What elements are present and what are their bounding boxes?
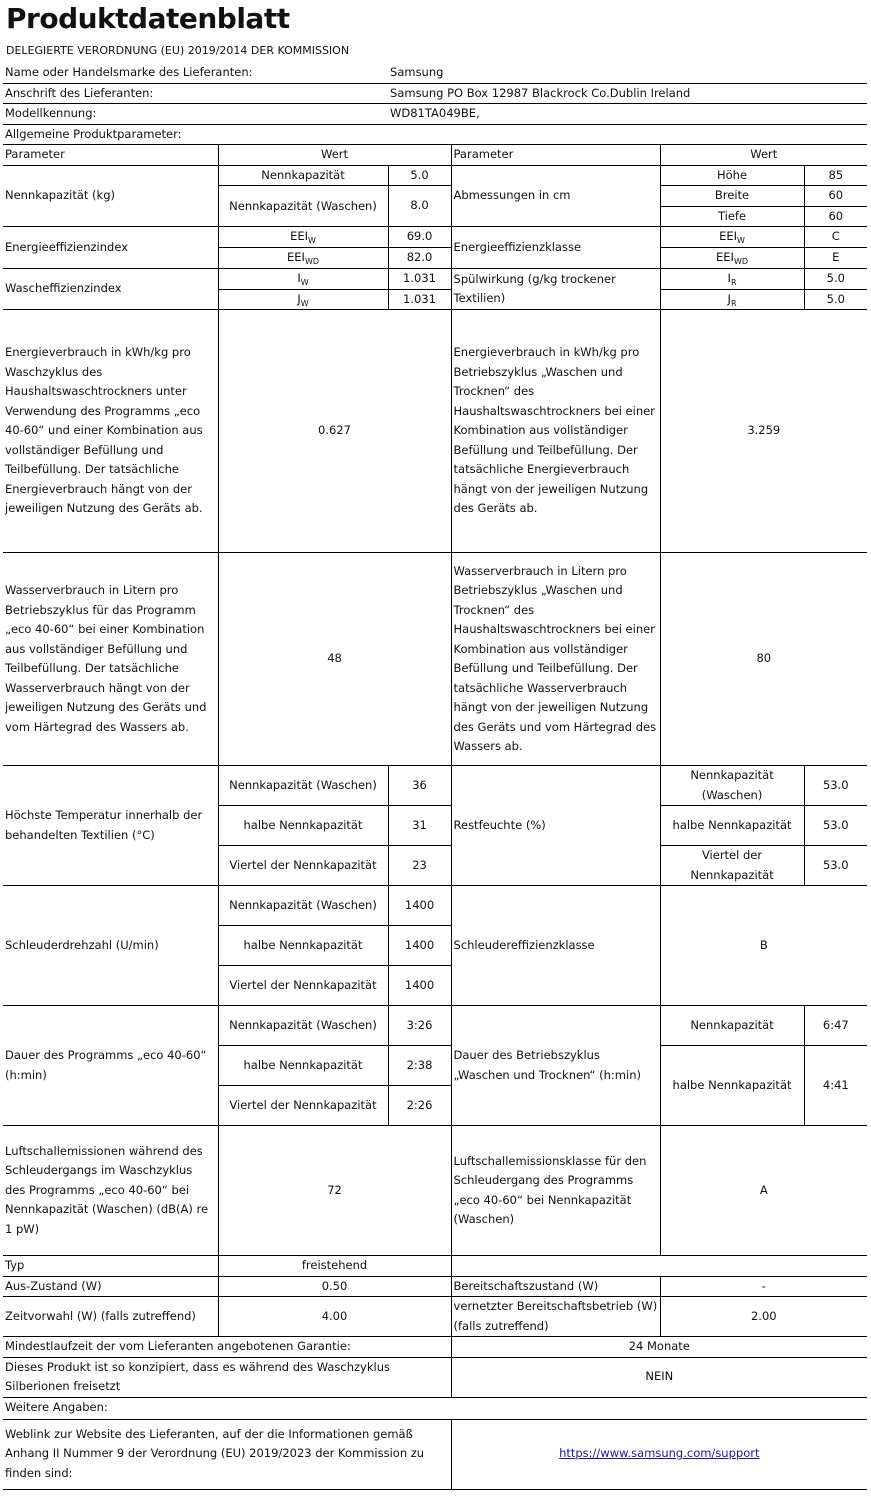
networked-standby-value: 2.00	[660, 1297, 867, 1337]
eeiwd-class-value: E	[804, 248, 867, 269]
model-label: Modellkennung:	[3, 104, 388, 125]
type-label: Typ	[3, 1256, 218, 1277]
warranty-label: Mindestlaufzeit der vom Lieferanten angebotenen Garantie:	[3, 1337, 451, 1358]
header-value: Wert	[218, 145, 451, 166]
temp-quarter-value: 23	[388, 846, 451, 886]
moist-half-label: halbe Nennkapazität	[660, 806, 804, 846]
supplier-name-value: Samsung	[388, 63, 867, 83]
standby-value: -	[660, 1276, 867, 1297]
header-parameter-right: Parameter	[451, 145, 660, 166]
duration-label: Dauer des Programms „eco 40-60“ (h:min)	[3, 1006, 218, 1126]
energy-left-value: 0.627	[218, 310, 451, 553]
spin-label: Schleuderdrehzahl (U/min)	[3, 886, 218, 1006]
weblink-label: Weblink zur Website des Lieferanten, auf der die Informationen gemäß Anhang II Nummer 9 der Verordnung (EU) 2019/2023 der Kommission zu finden sind:	[3, 1419, 451, 1489]
rinse-label: Spülwirkung (g/kg trockener Textilien)	[451, 269, 660, 310]
ir-symbol: $I_R$	[660, 269, 804, 290]
eeiwd-class-symbol: $EEI_{WD}$	[660, 248, 804, 269]
spin-quarter-label: Viertel der Nennkapazität	[218, 966, 388, 1006]
dur-half-value: 2:38	[388, 1046, 451, 1086]
capacity-val2: 8.0	[388, 186, 451, 227]
spin-class-label: Schleudereffizienzklasse	[451, 886, 660, 1006]
water-left-label: Wasserverbrauch in Litern pro Betriebszyklus für das Programm „eco 40-60“ bei einer Kombination aus vollständiger Befüllung und Teilbefüllung. Der tatsächliche Wasserverbrauch hängt von der jeweiligen Nutzung des Geräts und vom Härtegrad des Wassers ab.	[3, 553, 218, 766]
dur-half-label: halbe Nennkapazität	[218, 1046, 388, 1086]
depth-label: Tiefe	[660, 206, 804, 227]
model-value: WD81TA049BE,	[388, 104, 867, 125]
spin-quarter-value: 1400	[388, 966, 451, 1006]
cycle-half-label: halbe Nennkapazität	[660, 1046, 804, 1126]
energy-left-label: Energieverbrauch in kWh/kg pro Waschzyklus des Haushaltswaschtrockners unter Verwendung des Programms „eco 40-60“ und einer Kombination aus vollständiger Befüllung und Teilbefüllung. Der tatsächliche Energieverbrauch hängt von der jeweiligen Nutzung des Geräts ab.	[3, 310, 218, 553]
warranty-value: 24 Monate	[451, 1337, 867, 1358]
delay-start-label: Zeitvorwahl (W) (falls zutreffend)	[3, 1297, 218, 1337]
standby-label: Bereitschaftszustand (W)	[451, 1276, 660, 1297]
temp-rated-label: Nennkapazität (Waschen)	[218, 766, 388, 806]
capacity-label: Nennkapazität (kg)	[3, 165, 218, 227]
dimensions-label: Abmessungen in cm	[451, 165, 660, 227]
eei-class-label: Energieeffizienzklasse	[451, 227, 660, 269]
dur-rated-label: Nennkapazität (Waschen)	[218, 1006, 388, 1046]
eeiwd-symbol: $EEI_{WD}$	[218, 248, 388, 269]
width-label: Breite	[660, 186, 804, 207]
temp-rated-value: 36	[388, 766, 451, 806]
header-parameter: Parameter	[3, 145, 218, 166]
header-value-right: Wert	[660, 145, 867, 166]
spin-half-value: 1400	[388, 926, 451, 966]
product-data-table	[3, 63, 867, 1490]
moist-rated-value: 53.0	[804, 766, 867, 806]
ir-value: 5.0	[804, 269, 867, 290]
general-params-label: Allgemeine Produktparameter:	[3, 124, 867, 145]
weblink-cell	[451, 1419, 867, 1489]
noise-label: Luftschallemissionen während des Schleudergangs im Waschzyklus des Programms „eco 40-60“ bei Nennkapazität (Waschen) (dB(A) re 1 pW)	[3, 1126, 218, 1256]
capacity-sub1: Nennkapazität	[218, 165, 388, 186]
iw-symbol: $I_W$	[218, 269, 388, 290]
jw-symbol: $J_W$	[218, 289, 388, 310]
off-mode-value: 0.50	[218, 1276, 451, 1297]
silver-ions-label: Dieses Produkt ist so konzipiert, dass es während des Waschzyklus Silberionen freisetzt	[3, 1357, 451, 1397]
depth-value: 60	[804, 206, 867, 227]
wash-eff-label: Wascheffizienzindex	[3, 269, 218, 310]
cycle-duration-label: Dauer des Betriebszyklus „Waschen und Trocknen“ (h:min)	[451, 1006, 660, 1126]
spin-class-value: B	[660, 886, 867, 1006]
page-title: Produktdatenblatt	[6, 2, 290, 35]
height-label: Höhe	[660, 165, 804, 186]
moisture-label: Restfeuchte (%)	[451, 766, 660, 886]
water-left-value: 48	[218, 553, 451, 766]
eeiw-value: 69.0	[388, 227, 451, 248]
cycle-rated-label: Nennkapazität	[660, 1006, 804, 1046]
energy-right-label: Energieverbrauch in kWh/kg pro Betriebszyklus „Waschen und Trocknen“ des Haushaltswaschtrockners bei einer Kombination aus vollständiger Befüllung und Teilbefüllung. Der tatsächliche Energieverbrauch hängt von der jeweiligen Nutzung des Geräts ab.	[451, 310, 660, 553]
jr-symbol: $J_R$	[660, 289, 804, 310]
spin-half-label: halbe Nennkapazität	[218, 926, 388, 966]
silver-ions-value: NEIN	[451, 1357, 867, 1397]
moist-half-value: 53.0	[804, 806, 867, 846]
delay-start-value: 4.00	[218, 1297, 451, 1337]
spin-rated-value: 1400	[388, 886, 451, 926]
eeiw-class-symbol: $EEI_W$	[660, 227, 804, 248]
eeiwd-value: 82.0	[388, 248, 451, 269]
spin-rated-label: Nennkapazität (Waschen)	[218, 886, 388, 926]
moist-quarter-label: Viertel der Nennkapazität	[660, 846, 804, 886]
dur-quarter-label: Viertel der Nennkapazität	[218, 1086, 388, 1126]
temp-half-label: halbe Nennkapazität	[218, 806, 388, 846]
capacity-sub2: Nennkapazität (Waschen)	[218, 186, 388, 227]
capacity-val1: 5.0	[388, 165, 451, 186]
jw-value: 1.031	[388, 289, 451, 310]
support-link[interactable]: https://www.samsung.com/support	[559, 1446, 760, 1461]
cycle-half-value: 4:41	[804, 1046, 867, 1126]
cycle-rated-value: 6:47	[804, 1006, 867, 1046]
water-right-value: 80	[660, 553, 867, 766]
dur-quarter-value: 2:26	[388, 1086, 451, 1126]
supplier-address-label: Anschrift des Lieferanten:	[3, 83, 388, 104]
eeiw-class-value: C	[804, 227, 867, 248]
dur-rated-value: 3:26	[388, 1006, 451, 1046]
regulation-reference: DELEGIERTE VERORDNUNG (EU) 2019/2014 DER KOMMISSION	[6, 44, 350, 57]
supplier-address-value: Samsung PO Box 12987 Blackrock Co.Dublin Ireland	[388, 83, 867, 104]
moist-rated-label: Nennkapazität (Waschen)	[660, 766, 804, 806]
supplier-name-label: Name oder Handelsmarke des Lieferanten:	[3, 63, 388, 83]
noise-class-label: Luftschallemissionsklasse für den Schleudergang des Programms „eco 40-60“ bei Nennkapazität (Waschen)	[451, 1126, 660, 1256]
type-empty	[451, 1256, 867, 1277]
noise-class-value: A	[660, 1126, 867, 1256]
temp-half-value: 31	[388, 806, 451, 846]
temperature-label: Höchste Temperatur innerhalb der behandelten Textilien (°C)	[3, 766, 218, 886]
jr-value: 5.0	[804, 289, 867, 310]
noise-value: 72	[218, 1126, 451, 1256]
networked-standby-label: vernetzter Bereitschaftsbetrieb (W) (falls zutreffend)	[451, 1297, 660, 1337]
width-value: 60	[804, 186, 867, 207]
moist-quarter-value: 53.0	[804, 846, 867, 886]
off-mode-label: Aus-Zustand (W)	[3, 1276, 218, 1297]
type-value: freistehend	[218, 1256, 451, 1277]
energy-right-value: 3.259	[660, 310, 867, 553]
height-value: 85	[804, 165, 867, 186]
eei-label: Energieeffizienzindex	[3, 227, 218, 269]
further-info-label: Weitere Angaben:	[3, 1397, 867, 1419]
temp-quarter-label: Viertel der Nennkapazität	[218, 846, 388, 886]
iw-value: 1.031	[388, 269, 451, 290]
eeiw-symbol: $EEI_W$	[218, 227, 388, 248]
water-right-label: Wasserverbrauch in Litern pro Betriebszyklus „Waschen und Trocknen“ des Haushaltswaschtrockners bei einer Kombination aus vollständiger Befüllung und Teilbefüllung. Der tatsächliche Wasserverbrauch hängt von der jeweiligen Nutzung des Geräts und vom Härtegrad des Wassers ab.	[451, 553, 660, 766]
